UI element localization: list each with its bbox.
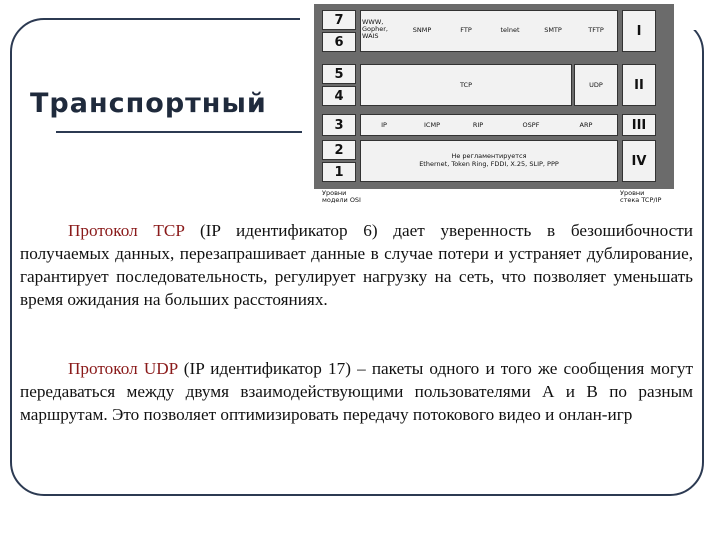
slide-title: Транспортный	[30, 88, 267, 119]
protocol-rip: RIP	[472, 121, 484, 129]
osi-level-4: 4	[322, 86, 356, 106]
tcpip-level-iii: III	[622, 114, 656, 136]
protocol-www-gopher-wais: WWW, Gopher, WAIS	[362, 18, 388, 40]
osi-tcpip-diagram	[314, 4, 674, 214]
protocol-tftp: TFTP	[588, 26, 604, 34]
protocol-ftp: FTP	[460, 26, 472, 34]
protocol-ip: IP	[381, 121, 387, 129]
tcp-description: (IP идентификатор 6) дает уверенность в безошибочности получаемых данных, перезапрашивает данные в случае потери и устраняет дублирование, гарантирует последовательность, регулирует нагрузку на сеть, что позволяет уменьшать время ожидания на больших расстояниях.	[20, 221, 693, 309]
osi-caption: Уровни модели OSI	[322, 189, 361, 204]
udp-paragraph	[20, 357, 693, 426]
tcpip-level-iv: IV	[622, 140, 656, 182]
protocol-telnet: telnet	[500, 26, 520, 34]
layer4-note: Не регламентируется	[451, 152, 527, 160]
osi-level-3: 3	[322, 114, 356, 136]
tcpip-level-i: I	[622, 10, 656, 52]
tcpip-caption: Уровни стека TCP/IP	[620, 189, 662, 204]
tcp-paragraph	[20, 219, 693, 311]
protocol-smtp: SMTP	[544, 26, 562, 34]
title-underline	[56, 131, 302, 133]
protocol-icmp: ICMP	[424, 121, 440, 129]
osi-level-2: 2	[322, 140, 356, 160]
layer4-protocols: Ethernet, Token Ring, FDDI, X.25, SLIP, PPP	[419, 160, 559, 168]
protocol-udp: UDP	[589, 81, 603, 89]
udp-description: (IP идентификатор 17) – пакеты одного и того же сообщения могут передаваться между двумя взаимодействующими пользователями А и В по разным маршрутам. Это позволяет оптимизировать передачу потокового видео и онлан-игр	[20, 359, 694, 424]
osi-level-1: 1	[322, 162, 356, 182]
protocol-tcp: TCP	[459, 81, 473, 89]
protocol-arp: ARP	[579, 121, 593, 129]
tcpip-level-ii: II	[622, 64, 656, 106]
protocol-snmp: SNMP	[412, 26, 432, 34]
osi-level-5: 5	[322, 64, 356, 84]
protocol-ospf: OSPF	[522, 121, 540, 129]
udp-protocol-label: Протокол UDP	[68, 359, 178, 378]
osi-level-6: 6	[322, 32, 356, 52]
tcp-protocol-label: Протокол TCP	[68, 221, 185, 240]
osi-level-7: 7	[322, 10, 356, 30]
